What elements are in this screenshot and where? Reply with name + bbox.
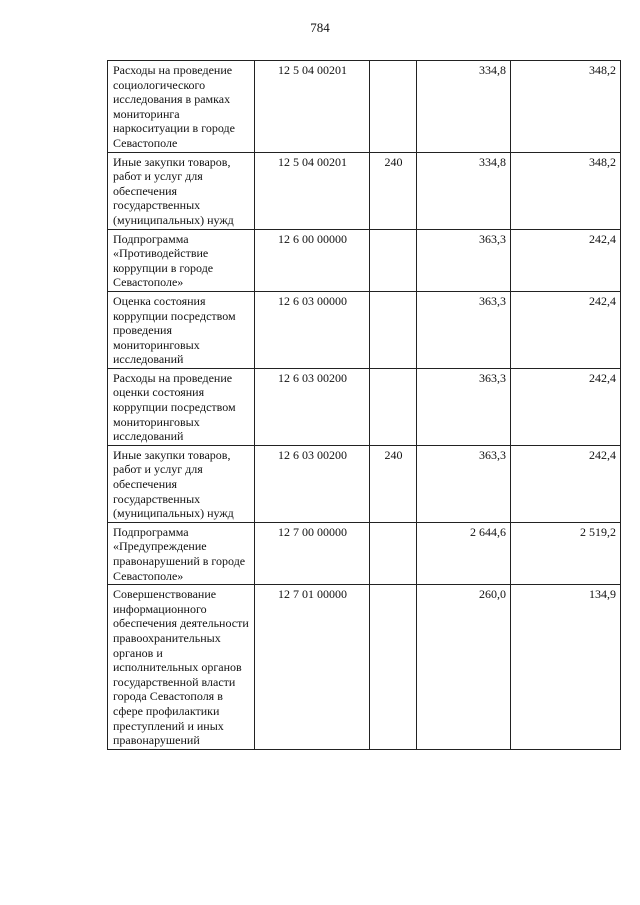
amount-year2-cell: 348,2 <box>511 61 621 153</box>
expense-name-cell: Оценка состояния коррупции посредством проведения мониторинговых исследований <box>108 291 255 368</box>
target-article-cell: 12 6 03 00000 <box>255 291 370 368</box>
expense-name-cell: Подпрограмма «Противодействие коррупции в городе Севастополе» <box>108 229 255 291</box>
expense-type-cell <box>370 291 417 368</box>
target-article-cell: 12 7 01 00000 <box>255 585 370 750</box>
expense-type-cell <box>370 585 417 750</box>
amount-year1-cell: 363,3 <box>417 291 511 368</box>
amount-year1-cell: 334,8 <box>417 61 511 153</box>
expense-name-cell: Иные закупки товаров, работ и услуг для обеспечения государственных (муниципальных) нужд <box>108 445 255 522</box>
expense-type-cell: 240 <box>370 152 417 229</box>
table-row <box>108 291 621 368</box>
amount-year1-cell: 363,3 <box>417 445 511 522</box>
target-article-cell: 12 5 04 00201 <box>255 61 370 153</box>
target-article-cell: 12 7 00 00000 <box>255 522 370 584</box>
expense-name-cell: Расходы на проведение оценки состояния коррупции посредством мониторинговых исследований <box>108 368 255 445</box>
expense-name-cell: Иные закупки товаров, работ и услуг для обеспечения государственных (муниципальных) нужд <box>108 152 255 229</box>
expense-type-cell: 240 <box>370 445 417 522</box>
table-row <box>108 445 621 522</box>
page-number: 784 <box>310 20 330 35</box>
table-row <box>108 522 621 584</box>
expense-name-cell: Подпрограмма «Предупреждение правонарушений в городе Севастополе» <box>108 522 255 584</box>
table-row <box>108 368 621 445</box>
target-article-cell: 12 5 04 00201 <box>255 152 370 229</box>
table-row <box>108 61 621 153</box>
amount-year1-cell: 2 644,6 <box>417 522 511 584</box>
expense-name-cell: Совершенствование информационного обеспечения деятельности правоохранительных органов и исполнительных органов государственной власти города Севастополя в сфере профилактики преступлений и иных правонарушений <box>108 585 255 750</box>
amount-year2-cell: 242,4 <box>511 291 621 368</box>
target-article-cell: 12 6 00 00000 <box>255 229 370 291</box>
amount-year2-cell: 242,4 <box>511 368 621 445</box>
amount-year1-cell: 260,0 <box>417 585 511 750</box>
amount-year2-cell: 134,9 <box>511 585 621 750</box>
table-row <box>108 229 621 291</box>
table-row <box>108 585 621 750</box>
amount-year1-cell: 363,3 <box>417 368 511 445</box>
amount-year2-cell: 242,4 <box>511 445 621 522</box>
table-row <box>108 152 621 229</box>
amount-year2-cell: 348,2 <box>511 152 621 229</box>
target-article-cell: 12 6 03 00200 <box>255 368 370 445</box>
budget-table <box>107 60 621 750</box>
expense-type-cell <box>370 229 417 291</box>
amount-year2-cell: 2 519,2 <box>511 522 621 584</box>
target-article-cell: 12 6 03 00200 <box>255 445 370 522</box>
expense-type-cell <box>370 61 417 153</box>
expense-name-cell: Расходы на проведение социологического исследования в рамках мониторинга наркоситуации в городе Севастополе <box>108 61 255 153</box>
expense-type-cell <box>370 522 417 584</box>
amount-year1-cell: 363,3 <box>417 229 511 291</box>
amount-year1-cell: 334,8 <box>417 152 511 229</box>
expense-type-cell <box>370 368 417 445</box>
amount-year2-cell: 242,4 <box>511 229 621 291</box>
